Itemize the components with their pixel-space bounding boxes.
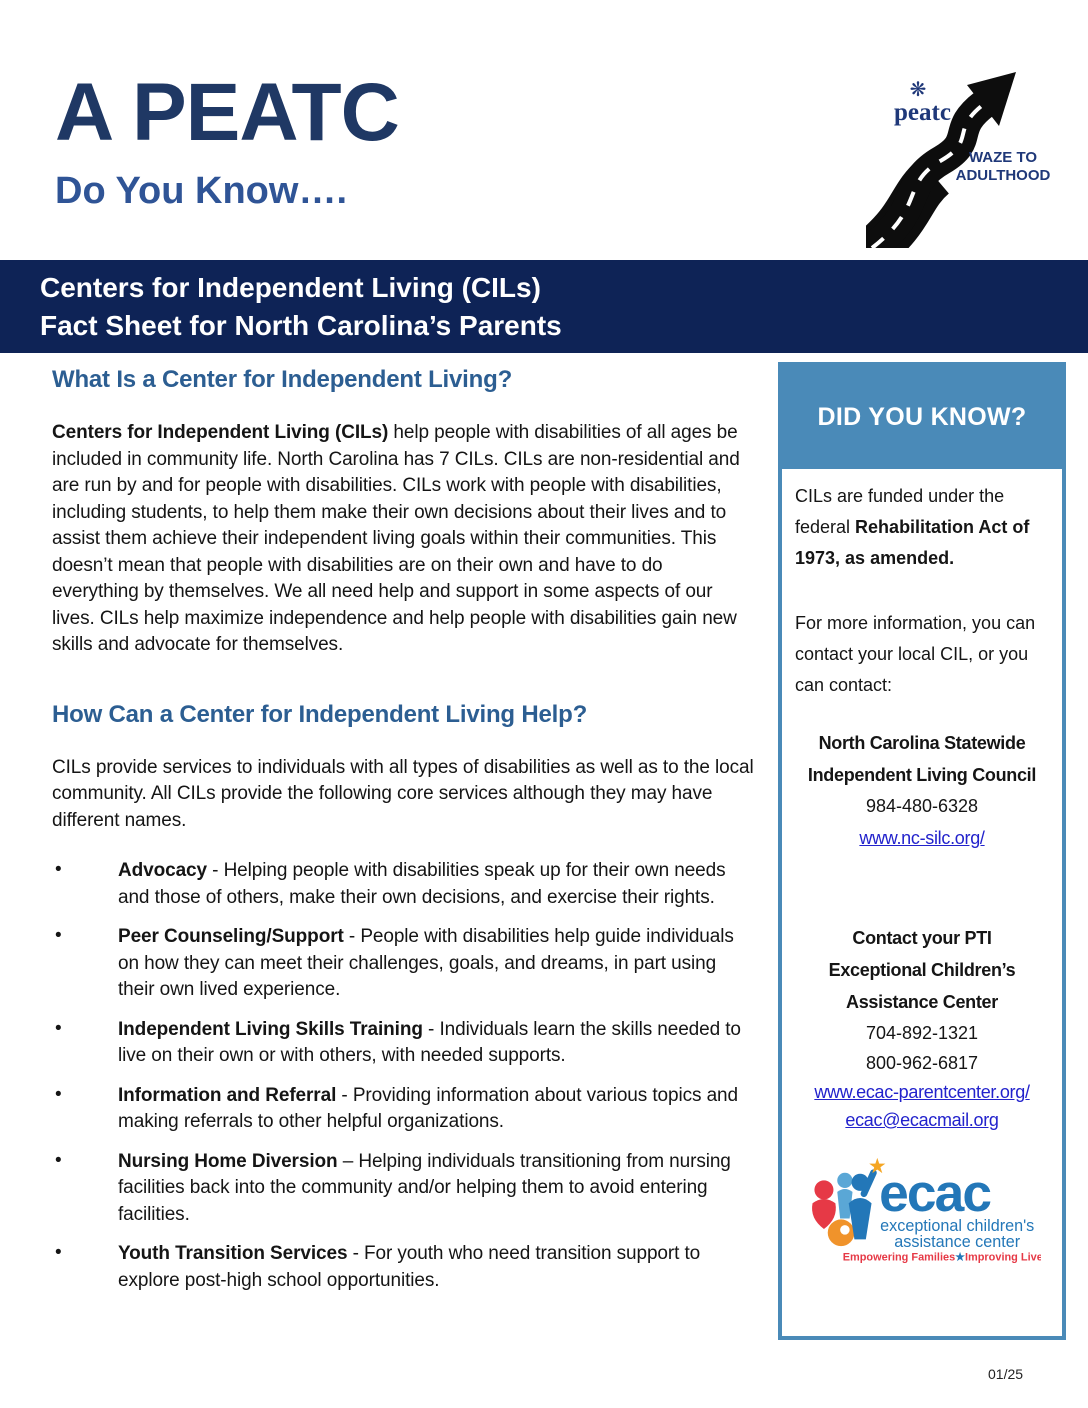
bullet-icon: •: [55, 1017, 62, 1039]
core-services-list: [52, 858, 754, 1294]
org-name-line: Independent Living Council: [807, 765, 1037, 785]
list-item-peer-counseling: [52, 924, 754, 1004]
phone-number: 984-480-6328: [865, 796, 979, 816]
sidebar-body: [782, 468, 1062, 1276]
starburst-icon: ❋: [909, 79, 927, 101]
sidebar-header: DID YOU KNOW?: [781, 365, 1063, 469]
orange-swirl-center: [840, 1225, 850, 1235]
banner-line1: Centers for Independent Living (CILs): [40, 272, 541, 303]
tagline-right: Improving Lives: [964, 1251, 1041, 1264]
header: [55, 67, 399, 213]
nc-silc-contact-block: [795, 727, 1049, 852]
org-name-line: Exceptional Children’s: [828, 960, 1016, 980]
ecac-logo-graphic: [803, 1150, 1041, 1266]
waze-caption-line2: ADULTHOOD: [955, 167, 1051, 184]
ecac-website-link[interactable]: www.ecac-parentcenter.org/: [814, 1082, 1030, 1102]
banner-line2: Fact Sheet for North Carolina’s Parents: [40, 310, 562, 341]
nc-silc-link[interactable]: www.nc-silc.org/: [859, 828, 985, 848]
service-term: Youth Transition Services: [118, 1243, 348, 1264]
list-item-nursing-home-diversion: [52, 1149, 754, 1229]
service-term: Nursing Home Diversion: [118, 1150, 338, 1172]
ecac-subtext-line1: exceptional children's: [880, 1216, 1035, 1235]
paragraph-lead-bold: Centers for Independent Living (CILs): [52, 422, 389, 443]
service-sep: –: [337, 1150, 359, 1172]
funding-note: [795, 481, 1049, 574]
service-desc: Helping individuals transitioning from nursing facilities back into the community and/or helping them to avoid entering facilities.: [118, 1150, 731, 1225]
page-title: A PEATC: [55, 67, 399, 158]
org-name-line: Assistance Center: [846, 992, 998, 1012]
service-term: Independent Living Skills Training: [118, 1018, 423, 1040]
main-content: [52, 366, 754, 1307]
section2-intro: CILs provide services to individuals with all types of disabilities as well as to the local community. All CILs provide the following core services although they may have different names.: [52, 756, 754, 831]
section-heading-how-can: How Can a Center for Independent Living Help?: [52, 700, 588, 728]
org-name-line: North Carolina Statewide: [818, 733, 1026, 753]
tagline-star-icon: ★: [955, 1251, 965, 1264]
did-you-know-sidebar: [778, 362, 1066, 1340]
bullet-icon: •: [55, 1149, 62, 1171]
waze-caption-line1: WAZE TO: [968, 149, 1038, 166]
title-banner: [0, 260, 1088, 353]
note-bold: Rehabilitation Act of 1973, as amended.: [795, 517, 1030, 568]
service-term: Advocacy: [118, 860, 207, 881]
service-sep: -: [336, 1084, 353, 1106]
light-blue-figure-head: [837, 1173, 852, 1188]
service-desc: Providing information about various topics and making referrals to other helpful organizations.: [118, 1084, 738, 1132]
service-desc: People with disabilities help guide individuals on how they can meet their challenges, goals, and dreams, in part using their own lived experience.: [118, 926, 734, 1000]
org-name: [795, 922, 1049, 1018]
phone-number: 704-892-1321: [865, 1023, 979, 1043]
org-name: [795, 727, 1049, 791]
waze-to-adulthood-logo: [866, 56, 1056, 248]
note-regular: CILs are funded under the federal: [795, 486, 1005, 537]
list-item-advocacy: [52, 858, 754, 911]
page-subtitle: Do You Know….: [55, 170, 348, 212]
service-sep: -: [347, 1243, 365, 1264]
bullet-icon: •: [55, 1083, 62, 1105]
tagline-left: Empowering Families: [842, 1251, 956, 1264]
list-item-information-referral: [52, 1083, 754, 1136]
section-heading-what-is: What Is a Center for Independent Living?: [52, 366, 513, 393]
more-info-text: For more information, you can contact your local CIL, or you can contact:: [795, 613, 1036, 695]
service-term: Peer Counseling/Support: [118, 926, 344, 947]
ecac-logo: [795, 1150, 1049, 1276]
road-graphic: [866, 56, 1056, 248]
paragraph-body: help people with disabilities of all ages be included in community life. North Carolina has 7 CILs. CILs are non-residential and are run by and for people with disabilities. CILs work with people with disabilities, including students, to help them make their own decisions about their lives and to assist them achieve their independent living goals within their communities. This doesn’t mean that people with disabilities are on their own and have to do everything by themselves. We all need help and support in some aspects of our lives. CILs help maximize independence and help people with disabilities gain new skills and advocate for themselves.: [52, 422, 740, 655]
ecac-subtext-line2: assistance center: [894, 1233, 1021, 1252]
ecac-contact-block: [795, 922, 1049, 1134]
bullet-icon: •: [55, 925, 62, 946]
section1-paragraph: [52, 420, 754, 659]
service-desc: Helping people with disabilities speak up for their own needs and those of others, make their own decisions, and exercise their rights.: [118, 860, 726, 908]
red-figure-head: [814, 1180, 833, 1199]
org-name-line: Contact your PTI: [852, 928, 992, 948]
service-desc: For youth who need transition support to explore post-high school opportunities.: [118, 1243, 701, 1291]
service-sep: -: [343, 926, 361, 947]
bullet-icon: •: [55, 1242, 62, 1263]
service-term: Information and Referral: [118, 1084, 337, 1106]
peatc-logo-text: peatc: [894, 99, 951, 126]
ecac-email-link[interactable]: ecac@ecacmail.org: [845, 1110, 999, 1130]
ecac-tagline: [843, 1251, 1041, 1263]
service-sep: -: [422, 1018, 440, 1040]
ecac-wordmark: ecac: [879, 1163, 991, 1223]
page-code: 01/25: [988, 1366, 1024, 1382]
bullet-icon: •: [55, 859, 62, 880]
service-sep: -: [206, 860, 224, 881]
phone-number: 800-962-6817: [865, 1053, 979, 1073]
star-icon: ★: [867, 1154, 887, 1178]
page-footer: [988, 1366, 1023, 1382]
list-item-youth-transition: [52, 1241, 754, 1294]
service-desc: Individuals learn the skills needed to live on their own or with others, with needed supports.: [118, 1018, 741, 1066]
list-item-skills-training: [52, 1017, 754, 1070]
